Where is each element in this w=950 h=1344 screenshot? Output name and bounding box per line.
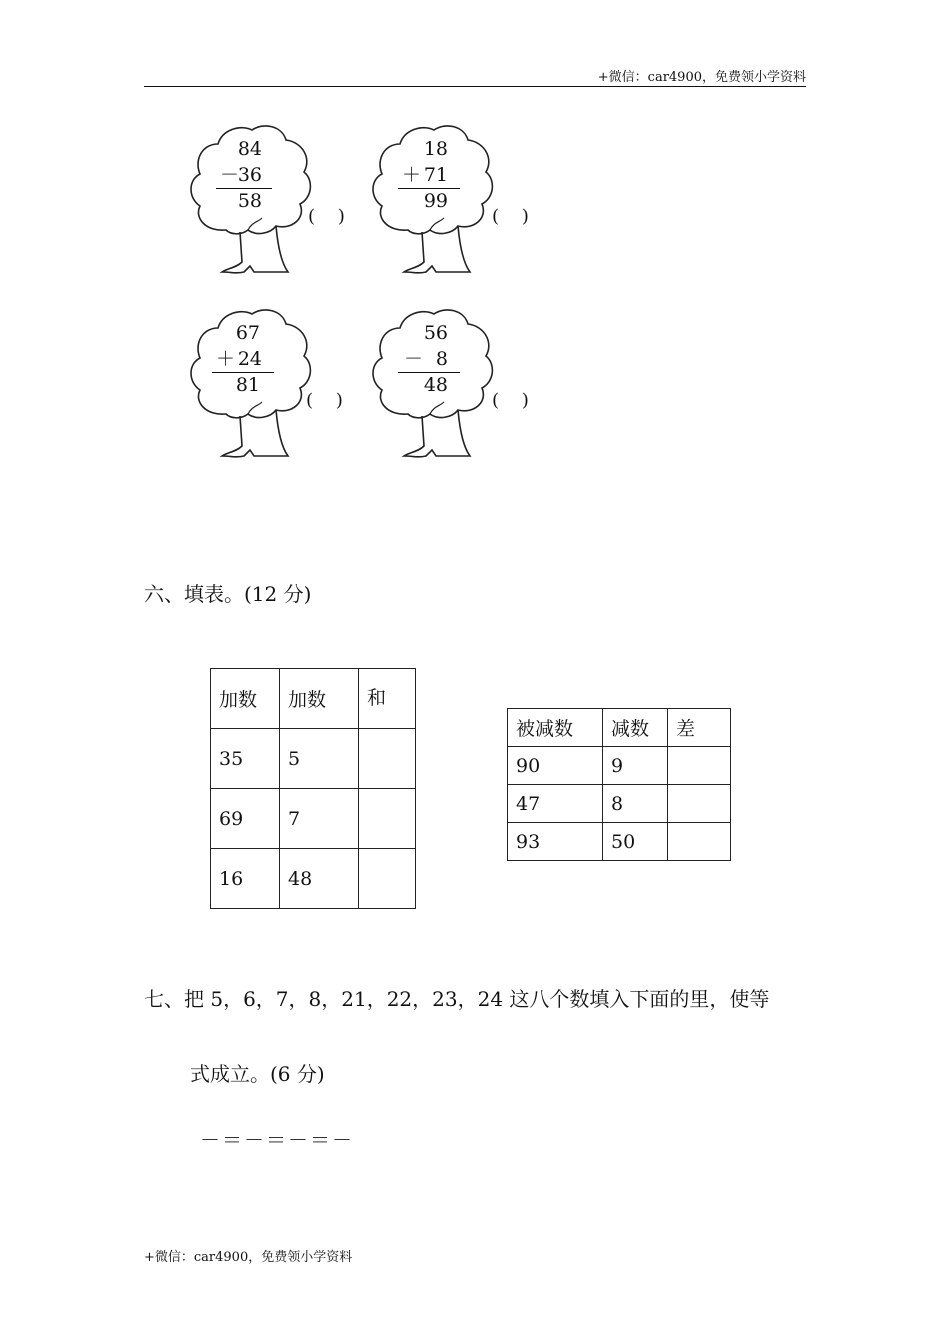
- first-addend: 18: [423, 138, 448, 160]
- result: 81: [235, 374, 260, 396]
- header-cell: 差: [668, 709, 731, 747]
- answer-cell[interactable]: [359, 729, 416, 789]
- section-7-line-2: 式成立。(6 分): [190, 1062, 325, 1086]
- table-row: [508, 823, 731, 861]
- table-cell: 93: [508, 823, 603, 861]
- answer-blank: ( ): [306, 390, 343, 411]
- table-header-row: [508, 709, 731, 747]
- sum-rule: [216, 188, 272, 189]
- header-cell: 被减数: [508, 709, 603, 747]
- header-cell: 加数: [211, 669, 280, 729]
- result: 99: [423, 190, 448, 212]
- table-cell: 50: [603, 823, 668, 861]
- table-row: [508, 747, 731, 785]
- table-cell: 47: [508, 785, 603, 823]
- table-cell: 48: [280, 849, 359, 909]
- tree-problem-2: [368, 122, 538, 282]
- minuend: 84: [237, 138, 262, 160]
- second-number: 71: [423, 164, 448, 186]
- minuend: 56: [423, 322, 448, 344]
- table-cell: 69: [211, 789, 280, 849]
- answer-cell[interactable]: [668, 747, 731, 785]
- tree-problem-1: [186, 122, 356, 282]
- operator: －: [220, 164, 240, 186]
- table-row: [211, 729, 416, 789]
- answer-blank: ( ): [308, 206, 345, 227]
- tree-problem-4: [368, 306, 538, 466]
- answer-cell[interactable]: [359, 849, 416, 909]
- table-cell: 7: [280, 789, 359, 849]
- sum-rule: [398, 372, 460, 373]
- result: 58: [237, 190, 262, 212]
- header-rule: [144, 86, 806, 87]
- table-row: [211, 849, 416, 909]
- operator: ＋: [402, 164, 422, 186]
- table-cell: 35: [211, 729, 280, 789]
- table-cell: 8: [603, 785, 668, 823]
- first-addend: 67: [235, 322, 260, 344]
- operator: －: [404, 348, 424, 370]
- table-cell: 9: [603, 747, 668, 785]
- table-cell: 5: [280, 729, 359, 789]
- sum-rule: [212, 372, 274, 373]
- table-row: [211, 789, 416, 849]
- second-number: 24: [237, 348, 262, 370]
- header-cell: 减数: [603, 709, 668, 747]
- tree-problem-3: [186, 306, 356, 466]
- equation-row: －＝－＝－＝－: [200, 1128, 354, 1152]
- subtraction-table: [507, 708, 731, 861]
- header-cell: 和: [359, 669, 416, 729]
- table-cell: 16: [211, 849, 280, 909]
- answer-cell[interactable]: [668, 823, 731, 861]
- second-number: 8: [435, 348, 448, 370]
- answer-blank: ( ): [492, 206, 529, 227]
- addition-table: [210, 668, 416, 909]
- answer-cell[interactable]: [359, 789, 416, 849]
- table-row: [508, 785, 731, 823]
- header-cell: 加数: [280, 669, 359, 729]
- table-cell: 90: [508, 747, 603, 785]
- answer-blank: ( ): [492, 390, 529, 411]
- sum-rule: [398, 188, 460, 189]
- answer-cell[interactable]: [668, 785, 731, 823]
- header-text: +微信：car4900，免费领小学资料: [597, 70, 806, 85]
- operator: ＋: [216, 348, 236, 370]
- section-6-heading: 六、填表。(12 分): [144, 582, 312, 606]
- table-header-row: [211, 669, 416, 729]
- result: 48: [423, 374, 448, 396]
- footer-text: +微信：car4900，免费领小学资料: [144, 1250, 353, 1265]
- second-number: 36: [237, 164, 262, 186]
- section-7-line-1: 七、把 5，6，7，8，21，22，23，24 这八个数填入下面的里，使等: [144, 987, 770, 1011]
